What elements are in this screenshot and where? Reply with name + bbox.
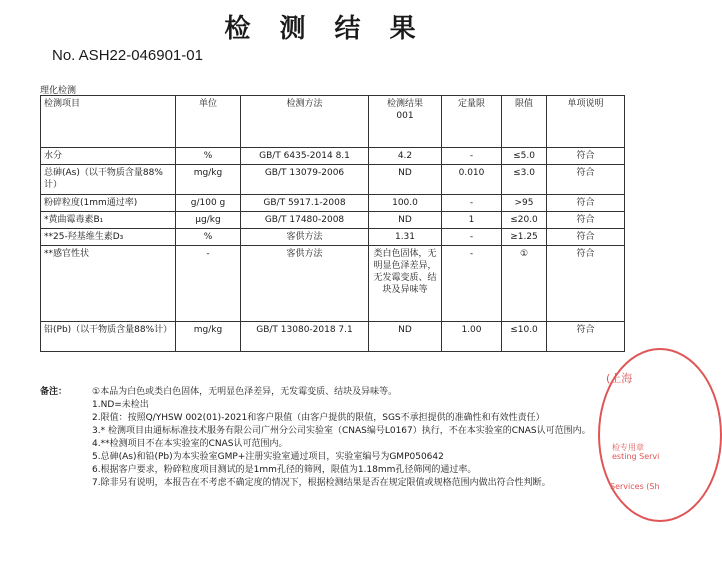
stamp-text: esting Servi bbox=[612, 452, 660, 461]
cell-conclusion: 符合 bbox=[547, 148, 625, 165]
cell-item: *黄曲霉毒素B₁ bbox=[41, 212, 176, 229]
header-loq: 定量限 bbox=[442, 96, 502, 148]
cell-conclusion: 符合 bbox=[547, 229, 625, 246]
note-line: 4.**检测项目不在本实验室的CNAS认可范围内。 bbox=[92, 439, 288, 449]
note-line: 6.根据客户要求，粉碎粒度项目测试的是1mm孔径的筛网，限值为1.18mm孔径筛网的通过率。 bbox=[92, 465, 477, 475]
cell-item: 粉碎粒度(1mm通过率) bbox=[41, 195, 176, 212]
cell-result: 100.0 bbox=[369, 195, 442, 212]
note-line: 5.总砷(As)和铅(Pb)为本实验室GMP+注册实验室通过项目，实验室编号为GMP050642 bbox=[92, 452, 444, 462]
cell-result: ND bbox=[369, 322, 442, 352]
cell-loq: 0.010 bbox=[442, 165, 502, 195]
cell-unit: g/100 g bbox=[176, 195, 241, 212]
table-row bbox=[41, 212, 625, 229]
header-result: 检测结果 001 bbox=[369, 96, 442, 148]
cell-item: **25-羟基维生素D₃ bbox=[41, 229, 176, 246]
table-row bbox=[41, 229, 625, 246]
cell-conclusion: 符合 bbox=[547, 322, 625, 352]
cell-item: 总砷(As)（以干物质含量88%计） bbox=[41, 165, 176, 195]
table-header-row bbox=[41, 96, 625, 148]
cell-limit: ≤20.0 bbox=[502, 212, 547, 229]
notes-label: 备注： bbox=[40, 387, 68, 397]
note-line: ①本品为白色或类白色固体，无明显色泽差异，无发霉变质、结块及异味等。 bbox=[92, 387, 398, 397]
cell-result: ND bbox=[369, 212, 442, 229]
cell-method: GB/T 13079-2006 bbox=[241, 165, 369, 195]
header-unit: 单位 bbox=[176, 96, 241, 148]
cell-method: GB/T 5917.1-2008 bbox=[241, 195, 369, 212]
table-row bbox=[41, 322, 625, 352]
cell-conclusion: 符合 bbox=[547, 165, 625, 195]
cell-loq: 1.00 bbox=[442, 322, 502, 352]
cell-limit: ≥1.25 bbox=[502, 229, 547, 246]
cell-unit: μg/kg bbox=[176, 212, 241, 229]
header-item: 检测项目 bbox=[41, 96, 176, 148]
cell-method: 客供方法 bbox=[241, 229, 369, 246]
page-title: 检 测 结 果 bbox=[224, 14, 426, 44]
cell-method: GB/T 17480-2008 bbox=[241, 212, 369, 229]
cell-unit: % bbox=[176, 229, 241, 246]
header-conclusion: 单项说明 bbox=[547, 96, 625, 148]
cell-method: GB/T 13080-2018 7.1 bbox=[241, 322, 369, 352]
notes-body bbox=[92, 386, 622, 490]
stamp-text: (上海 bbox=[606, 372, 633, 385]
table-row bbox=[41, 195, 625, 212]
cell-loq: - bbox=[442, 195, 502, 212]
cell-method: 客供方法 bbox=[241, 246, 369, 322]
note-line: 2.限值：按照Q/YHSW 002(01)-2021和客户限值（由客户提供的限值，SGS不承担提供的准确性和有效性责任） bbox=[92, 413, 545, 423]
table-row bbox=[41, 165, 625, 195]
cell-unit: % bbox=[176, 148, 241, 165]
table-row bbox=[41, 246, 625, 322]
cell-unit: mg/kg bbox=[176, 322, 241, 352]
table-row bbox=[41, 148, 625, 165]
note-line: 1.ND=未检出 bbox=[92, 400, 149, 410]
stamp-text: 检专用章 bbox=[612, 443, 644, 452]
cell-item: 铅(Pb)（以干物质含量88%计） bbox=[41, 322, 176, 352]
cell-conclusion: 符合 bbox=[547, 246, 625, 322]
cell-unit: mg/kg bbox=[176, 165, 241, 195]
cell-limit: ≤10.0 bbox=[502, 322, 547, 352]
cell-item: 水分 bbox=[41, 148, 176, 165]
cell-method: GB/T 6435-2014 8.1 bbox=[241, 148, 369, 165]
header-method: 检测方法 bbox=[241, 96, 369, 148]
cell-loq: - bbox=[442, 229, 502, 246]
note-line: 7.除非另有说明，本报告在不考虑不确定度的情况下，根据检测结果是否在规定限值或规格范围内做出符合性判断。 bbox=[92, 478, 551, 488]
cell-limit: ≤5.0 bbox=[502, 148, 547, 165]
cell-loq: - bbox=[442, 246, 502, 322]
cell-result: ND bbox=[369, 165, 442, 195]
cell-item: **感官性状 bbox=[41, 246, 176, 322]
results-table bbox=[40, 95, 625, 352]
cell-limit: ① bbox=[502, 246, 547, 322]
report-number: No. ASH22-046901-01 bbox=[52, 47, 203, 64]
cell-loq: - bbox=[442, 148, 502, 165]
cell-loq: 1 bbox=[442, 212, 502, 229]
header-limit: 限值 bbox=[502, 96, 547, 148]
cell-limit: >95 bbox=[502, 195, 547, 212]
section-label: 理化检测 bbox=[40, 86, 77, 96]
company-seal-stamp bbox=[598, 348, 722, 522]
cell-conclusion: 符合 bbox=[547, 195, 625, 212]
cell-result: 4.2 bbox=[369, 148, 442, 165]
cell-unit: - bbox=[176, 246, 241, 322]
stamp-text: Services (Sh bbox=[610, 482, 660, 491]
cell-result: 类白色固体，无明显色泽差异，无发霉变质、结块及异味等 bbox=[369, 246, 442, 322]
note-line: 3.* 检测项目由通标标准技术服务有限公司广州分公司实验室（CNAS编号L0167）执行，不在本实验室的CNAS认可范围内。 bbox=[92, 426, 591, 436]
cell-limit: ≤3.0 bbox=[502, 165, 547, 195]
cell-conclusion: 符合 bbox=[547, 212, 625, 229]
cell-result: 1.31 bbox=[369, 229, 442, 246]
